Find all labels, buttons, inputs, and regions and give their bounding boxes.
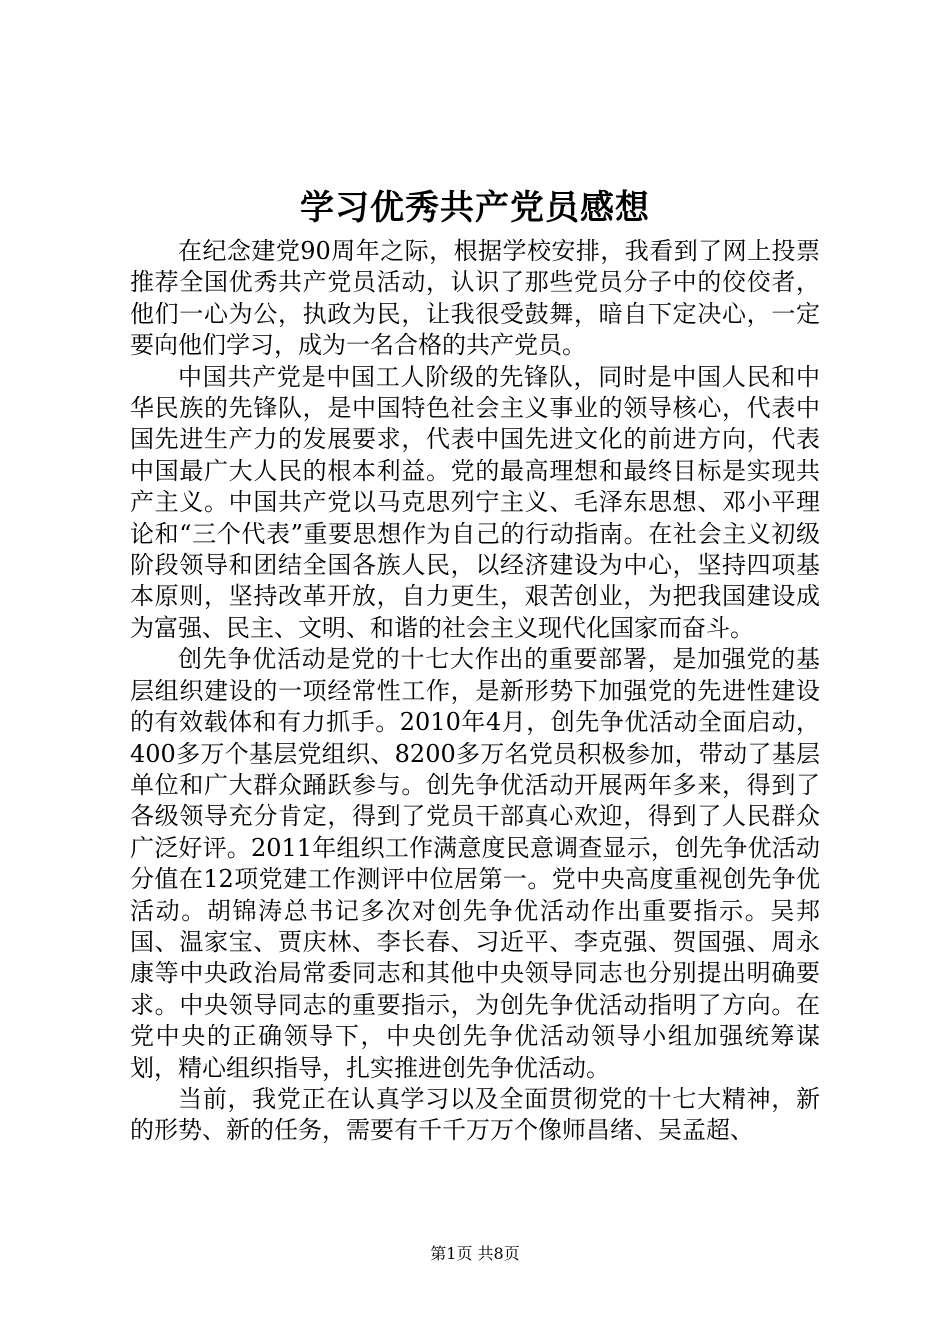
document-title: 学习优秀共产党员感想 (300, 188, 650, 228)
paragraph-2: 中国共产党是中国工人阶级的先锋队，同时是中国人民和中华民族的先锋队，是中国特色社会主义事业的领导核心，代表中国先进生产力的发展要求，代表中国先进文化的前进方向，代表中国最广大人民的根本利益。党的最高理想和最终目标是实现共产主义。中国共产党以马克思列宁主义、毛泽东思想、邓小平理论和“三个代表”重要思想作为自己的行动指南。在社会主义初级阶段领导和团结全国各族人民，以经济建设为中心，坚持四项基本原则，坚持改革开放，自力更生，艰苦创业，为把我国建设成为富强、民主、文明、和谐的社会主义现代化国家而奋斗。 (130, 362, 820, 642)
page-number-footer: 第1页 共8页 (430, 1244, 520, 1263)
document-body (130, 236, 820, 1147)
paragraph-4: 当前，我党正在认真学习以及全面贯彻党的十七大精神，新的形势、新的任务，需要有千千万万个像师昌绪、吴孟超、 (130, 1084, 820, 1145)
paragraph-1: 在纪念建党90周年之际，根据学校安排，我看到了网上投票推荐全国优秀共产党员活动，认识了那些党员分子中的佼佼者，他们一心为公，执政为民，让我很受鼓舞，暗自下定决心，一定要向他们学习，成为一名合格的共产党员。 (130, 237, 820, 360)
paragraph-3: 创先争优活动是党的十七大作出的重要部署，是加强党的基层组织建设的一项经常性工作，是新形势下加强党的先进性建设的有效载体和有力抓手。2010年4月，创先争优活动全面启动，400多万个基层党组织、8200多万名党员积极参加，带动了基层单位和广大群众踊跃参与。创先争优活动开展两年多来，得到了各级领导充分肯定，得到了党员干部真心欢迎，得到了人民群众广泛好评。2011年组织工作满意度民意调查显示，创先争优活动分值在12项党建工作测评中位居第一。党中央高度重视创先争优活动。胡锦涛总书记多次对创先争优活动作出重要指示。吴邦国、温家宝、贾庆林、李长春、习近平、李克强、贺国强、周永康等中央政治局常委同志和其他中央领导同志也分别提出明确要求。中央领导同志的重要指示，为创先争优活动指明了方向。在党中央的正确领导下，中央创先争优活动领导小组加强统筹谋划，精心组织指导，扎实推进创先争优活动。 (130, 645, 820, 1082)
